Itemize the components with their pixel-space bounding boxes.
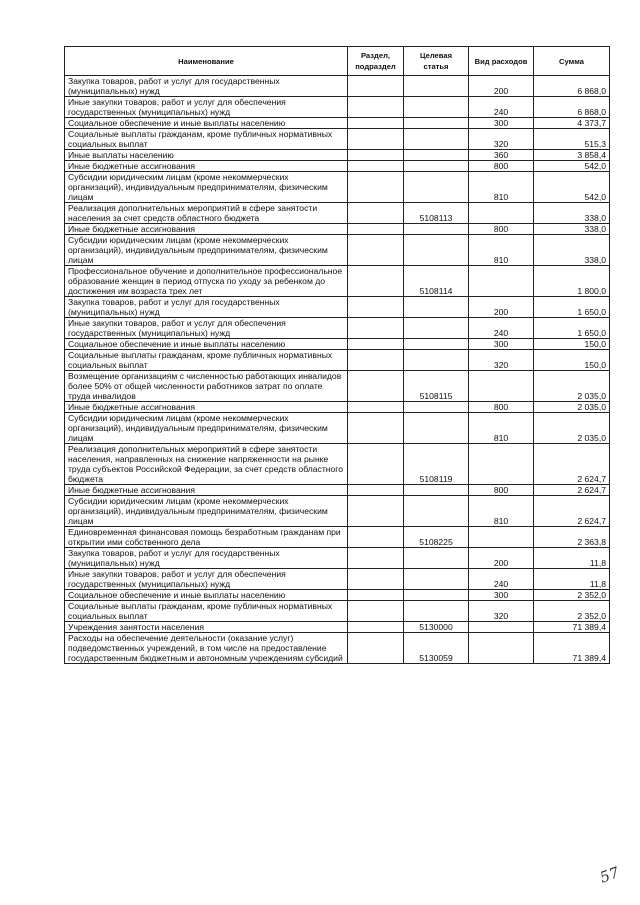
row-kind: 240 [469,318,534,339]
table-row [65,590,610,601]
row-section [348,633,404,664]
header-target: Целевая статья [404,47,469,76]
row-name: Иные бюджетные ассигнования [65,485,348,496]
row-name: Реализация дополнительных мероприятий в сфере занятости населения за счет средств областного бюджета [65,203,348,224]
row-sum: 2 624,7 [534,444,610,485]
table-row [65,485,610,496]
row-target: 5108119 [404,444,469,485]
row-section [348,548,404,569]
row-sum: 150,0 [534,350,610,371]
row-name: Иные закупки товаров, работ и услуг для обеспечения государственных (муниципальных) нужд [65,97,348,118]
table-row [65,633,610,664]
row-name: Закупка товаров, работ и услуг для государственных (муниципальных) нужд [65,548,348,569]
row-kind: 300 [469,590,534,601]
row-section [348,318,404,339]
table-row [65,413,610,444]
table-row [65,601,610,622]
row-name: Профессиональное обучение и дополнительное профессиональное образование женщин в период отпуска по уходу за ребенком до достижения им возраста трех лет [65,266,348,297]
row-kind: 200 [469,76,534,97]
row-target: 5108113 [404,203,469,224]
row-kind [469,633,534,664]
table-row [65,350,610,371]
row-section [348,444,404,485]
row-target [404,413,469,444]
row-section [348,297,404,318]
row-name: Иные бюджетные ассигнования [65,161,348,172]
row-kind: 320 [469,129,534,150]
table-row [65,548,610,569]
row-name: Возмещение организациям с численностью работающих инвалидов более 50% от общей численности работников затрат по оплате труда инвалидов [65,371,348,402]
row-name: Иные закупки товаров, работ и услуг для обеспечения государственных (муниципальных) нужд [65,318,348,339]
row-kind: 240 [469,569,534,590]
row-section [348,402,404,413]
row-name: Субсидии юридическим лицам (кроме некоммерческих организаций), индивидуальным предпринимателям, физическим лицам [65,496,348,527]
row-section [348,371,404,402]
row-kind: 800 [469,161,534,172]
row-section [348,203,404,224]
row-name: Социальные выплаты гражданам, кроме публичных нормативных социальных выплат [65,129,348,150]
row-target: 5130059 [404,633,469,664]
row-kind: 800 [469,402,534,413]
row-kind: 810 [469,496,534,527]
row-kind: 360 [469,150,534,161]
row-kind: 810 [469,413,534,444]
row-name: Иные бюджетные ассигнования [65,402,348,413]
row-target [404,350,469,371]
row-name: Единовременная финансовая помощь безработным гражданам при открытии ими собственного дела [65,527,348,548]
row-kind: 800 [469,485,534,496]
row-name: Иные выплаты населению [65,150,348,161]
row-target [404,76,469,97]
table-row [65,371,610,402]
row-target [404,402,469,413]
table-row [65,129,610,150]
row-kind [469,527,534,548]
row-target: 5130000 [404,622,469,633]
row-name: Социальное обеспечение и иные выплаты населению [65,118,348,129]
row-kind: 320 [469,601,534,622]
row-name: Социальные выплаты гражданам, кроме публичных нормативных социальных выплат [65,350,348,371]
row-section [348,76,404,97]
row-target [404,569,469,590]
row-target [404,235,469,266]
row-section [348,224,404,235]
row-target [404,172,469,203]
row-kind [469,266,534,297]
row-target [404,129,469,150]
row-sum: 6 868,0 [534,76,610,97]
row-sum: 6 868,0 [534,97,610,118]
row-target: 5108115 [404,371,469,402]
row-name: Субсидии юридическим лицам (кроме некоммерческих организаций), индивидуальным предпринимателям, физическим лицам [65,413,348,444]
row-sum: 338,0 [534,224,610,235]
row-sum: 3 858,4 [534,150,610,161]
table-row [65,76,610,97]
row-name: Закупка товаров, работ и услуг для государственных (муниципальных) нужд [65,297,348,318]
row-sum: 150,0 [534,339,610,350]
row-section [348,350,404,371]
row-name: Субсидии юридическим лицам (кроме некоммерческих организаций), индивидуальным предпринимателям, физическим лицам [65,172,348,203]
row-name: Субсидии юридическим лицам (кроме некоммерческих организаций), индивидуальным предпринимателям, физическим лицам [65,235,348,266]
table-row [65,150,610,161]
table-row [65,496,610,527]
row-sum: 2 352,0 [534,601,610,622]
row-target [404,601,469,622]
page-mark: 57 [597,863,622,887]
row-kind: 810 [469,235,534,266]
row-target [404,496,469,527]
row-section [348,569,404,590]
row-kind: 240 [469,97,534,118]
row-kind [469,622,534,633]
row-sum: 1 650,0 [534,297,610,318]
table-row [65,224,610,235]
row-section [348,485,404,496]
row-target: 5108114 [404,266,469,297]
row-name: Иные закупки товаров, работ и услуг для обеспечения государственных (муниципальных) нужд [65,569,348,590]
row-name: Учреждения занятости населения [65,622,348,633]
row-sum: 338,0 [534,235,610,266]
row-target [404,590,469,601]
row-name: Реализация дополнительных мероприятий в сфере занятости населения, направленных на снижение напряженности на рынке труда субъектов Российской Федерации, за счет средств областного бюджета [65,444,348,485]
row-target [404,485,469,496]
header-kind: Вид расходов [469,47,534,76]
header-sum: Сумма [534,47,610,76]
row-section [348,496,404,527]
row-target [404,97,469,118]
table-row [65,235,610,266]
row-target [404,339,469,350]
row-target [404,318,469,339]
row-sum: 2 624,7 [534,496,610,527]
row-section [348,118,404,129]
row-name: Иные бюджетные ассигнования [65,224,348,235]
row-sum: 338,0 [534,203,610,224]
row-section [348,527,404,548]
row-sum: 2 352,0 [534,590,610,601]
row-sum: 2 363,8 [534,527,610,548]
row-section [348,339,404,350]
table-row [65,266,610,297]
row-kind [469,203,534,224]
row-sum: 2 035,0 [534,371,610,402]
row-target [404,548,469,569]
table-row [65,622,610,633]
row-target [404,297,469,318]
row-target [404,161,469,172]
row-name: Расходы на обеспечение деятельности (оказание услуг) подведомственных учреждений, в том числе на предоставление государственным бюджетным и автономным учреждениям субсидий [65,633,348,664]
row-sum: 1 650,0 [534,318,610,339]
row-name: Социальное обеспечение и иные выплаты населению [65,590,348,601]
table-row [65,97,610,118]
row-kind: 320 [469,350,534,371]
table-row [65,297,610,318]
row-sum: 2 624,7 [534,485,610,496]
row-sum: 4 373,7 [534,118,610,129]
table-row [65,569,610,590]
row-section [348,266,404,297]
row-kind: 300 [469,118,534,129]
row-sum: 71 389,4 [534,633,610,664]
row-target [404,118,469,129]
row-target: 5108225 [404,527,469,548]
row-sum: 515,3 [534,129,610,150]
row-sum: 542,0 [534,172,610,203]
row-section [348,161,404,172]
row-kind: 800 [469,224,534,235]
row-section [348,413,404,444]
row-section [348,150,404,161]
table-row [65,161,610,172]
table-row [65,402,610,413]
row-name: Закупка товаров, работ и услуг для государственных (муниципальных) нужд [65,76,348,97]
table-row [65,318,610,339]
row-section [348,590,404,601]
row-sum: 2 035,0 [534,402,610,413]
row-kind: 810 [469,172,534,203]
row-section [348,129,404,150]
row-target [404,150,469,161]
header-section: Раздел, подраздел [348,47,404,76]
row-section [348,601,404,622]
row-sum: 11,8 [534,548,610,569]
table-row [65,527,610,548]
row-sum: 2 035,0 [534,413,610,444]
table-row [65,172,610,203]
row-name: Социальные выплаты гражданам, кроме публичных нормативных социальных выплат [65,601,348,622]
budget-table [64,46,610,664]
row-section [348,172,404,203]
row-sum: 11,8 [534,569,610,590]
row-sum: 71 389,4 [534,622,610,633]
table-row [65,444,610,485]
row-name: Социальное обеспечение и иные выплаты населению [65,339,348,350]
row-kind: 200 [469,548,534,569]
row-sum: 1 800,0 [534,266,610,297]
table-header-row [65,47,610,76]
row-kind [469,371,534,402]
table-row [65,339,610,350]
table-row [65,118,610,129]
row-kind: 300 [469,339,534,350]
header-name: Наименование [65,47,348,76]
row-section [348,235,404,266]
table-row [65,203,610,224]
row-section [348,97,404,118]
row-kind: 200 [469,297,534,318]
row-sum: 542,0 [534,161,610,172]
row-target [404,224,469,235]
row-section [348,622,404,633]
row-kind [469,444,534,485]
